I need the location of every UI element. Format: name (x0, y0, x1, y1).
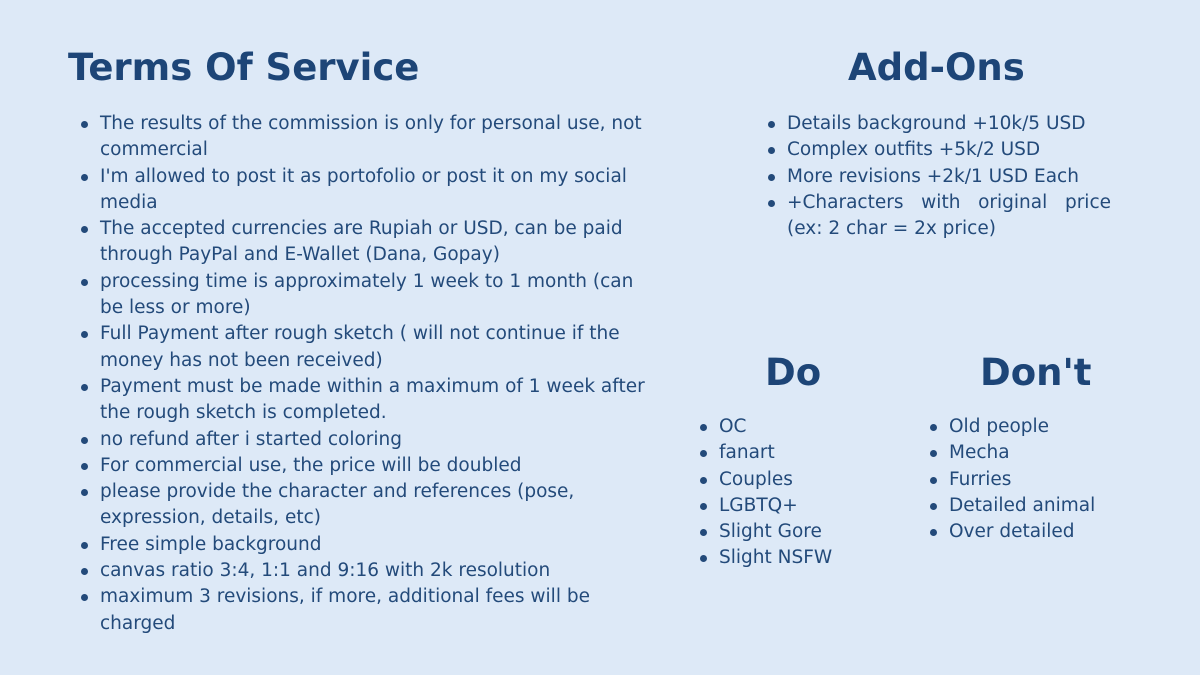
bullet-icon (700, 424, 707, 431)
list-item-text: Slight NSFW (719, 547, 833, 569)
terms-of-service-list (79, 111, 659, 637)
list-item-text: The results of the commission is only for personal use, not commercial (100, 113, 642, 161)
list-item-text: +Characters with original price (ex: 2 char = 2x price) (787, 191, 1111, 240)
bullet-icon (81, 174, 88, 181)
list-item-text: Complex outfits +5k/2 USD (787, 139, 1041, 161)
list-item (79, 453, 659, 479)
bullet-icon (81, 279, 88, 286)
bullet-icon (768, 174, 775, 181)
list-item-text: The accepted currencies are Rupiah or USD, can be paid through PayPal and E-Wallet (Dana, Gopay) (100, 218, 623, 266)
bullet-icon (930, 529, 937, 536)
list-item-text: Old people (949, 416, 1050, 437)
list-item-text: More revisions +2k/1 USD Each (787, 165, 1079, 187)
list-item (928, 414, 1158, 440)
bullet-icon (700, 555, 707, 562)
list-item-text: maximum 3 revisions, if more, additional fees will be charged (100, 586, 590, 634)
list-item (79, 427, 659, 453)
list-item (79, 532, 659, 558)
list-item-text: fanart (719, 442, 775, 464)
list-item-text: OC (719, 416, 747, 437)
bullet-icon (930, 424, 937, 431)
list-item-text: Free simple background (100, 533, 322, 555)
dont-title: Don't (980, 351, 1092, 394)
list-item (79, 269, 659, 322)
list-item (928, 519, 1158, 545)
terms-of-service-title: Terms Of Service (68, 46, 420, 89)
list-item-text: Over detailed (949, 521, 1075, 543)
list-item (79, 164, 659, 217)
do-title: Do (765, 351, 822, 394)
bullet-icon (81, 568, 88, 575)
add-ons-list (766, 111, 1111, 242)
list-item (79, 374, 659, 427)
list-item (766, 137, 1111, 163)
list-item (766, 190, 1111, 243)
list-item-text: Mecha (949, 442, 1010, 464)
bullet-icon (930, 477, 937, 484)
dont-list (928, 414, 1158, 545)
bullet-icon (81, 594, 88, 601)
list-item (928, 493, 1158, 519)
bullet-icon (81, 542, 88, 549)
list-item-text: canvas ratio 3:4, 1:1 and 9:16 with 2k resolution (100, 560, 551, 582)
list-item (928, 440, 1158, 466)
list-item (698, 519, 898, 545)
bullet-icon (81, 489, 88, 496)
bullet-icon (81, 121, 88, 128)
list-item (79, 479, 659, 532)
list-item (698, 545, 898, 571)
bullet-icon (700, 503, 707, 510)
bullet-icon (768, 147, 775, 154)
bullet-icon (768, 121, 775, 128)
list-item (698, 440, 898, 466)
bullet-icon (930, 503, 937, 510)
list-item (928, 467, 1158, 493)
list-item-text: Couples (719, 468, 793, 490)
bullet-icon (81, 331, 88, 338)
list-item-text: no refund after i started coloring (100, 428, 403, 450)
bullet-icon (81, 463, 88, 470)
list-item (79, 321, 659, 374)
list-item (766, 111, 1111, 137)
list-item (698, 467, 898, 493)
list-item-text: Payment must be made within a maximum of 1 week after the rough sketch is completed. (100, 375, 645, 424)
list-item-text: please provide the character and references (pose, expression, details, etc) (100, 481, 575, 529)
add-ons-title: Add-Ons (848, 46, 1025, 89)
bullet-icon (700, 529, 707, 536)
do-list (698, 414, 898, 572)
list-item-text: I'm allowed to post it as portofolio or post it on my social media (100, 165, 627, 213)
list-item (698, 493, 898, 519)
bullet-icon (81, 437, 88, 444)
list-item-text: Details background +10k/5 USD (787, 113, 1086, 134)
bullet-icon (768, 200, 775, 207)
bullet-icon (81, 226, 88, 233)
list-item-text: Slight Gore (719, 521, 822, 543)
list-item-text: processing time is approximately 1 week to 1 month (can be less or more) (100, 270, 634, 319)
list-item (698, 414, 898, 440)
list-item (79, 111, 659, 164)
list-item (79, 584, 659, 637)
list-item-text: LGBTQ+ (719, 494, 798, 516)
list-item-text: For commercial use, the price will be doubled (100, 454, 522, 476)
list-item (79, 216, 659, 269)
list-item-text: Detailed animal (949, 494, 1096, 516)
list-item-text: Furries (949, 468, 1012, 490)
bullet-icon (700, 477, 707, 484)
list-item (79, 558, 659, 584)
bullet-icon (700, 450, 707, 457)
bullet-icon (930, 450, 937, 457)
list-item (766, 164, 1111, 190)
bullet-icon (81, 384, 88, 391)
list-item-text: Full Payment after rough sketch ( will not continue if the money has not been received) (100, 323, 620, 371)
